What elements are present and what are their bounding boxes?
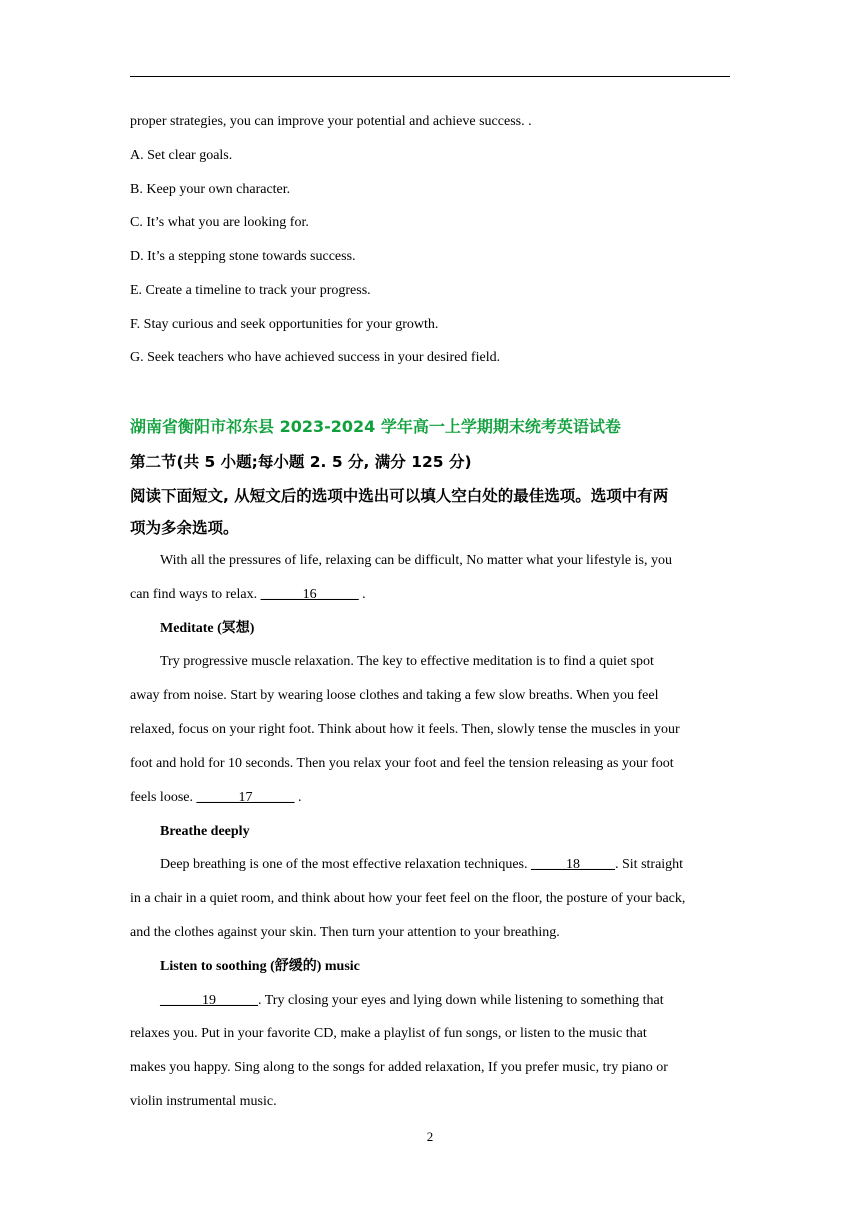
paragraph-1-line-3: relaxed, focus on your right foot. Think about how it feels. Then, slowly tense the muscles in your bbox=[130, 722, 680, 737]
paragraph-1-line-4: foot and hold for 10 seconds. Then you relax your foot and feel the tension releasing as your foot bbox=[130, 756, 674, 771]
blank-17: ______17______ bbox=[196, 790, 295, 805]
paragraph-3-line-1 bbox=[160, 992, 664, 1010]
passage-intro-line-2 bbox=[130, 586, 366, 604]
blank-16: ______16______ bbox=[260, 587, 359, 602]
intro-text: can find ways to relax. bbox=[130, 587, 261, 602]
option-f: F. Stay curious and seek opportunities for your growth. bbox=[130, 317, 439, 332]
heading-meditate: Meditate (冥想) bbox=[160, 621, 255, 636]
option-e: E. Create a timeline to track your progress. bbox=[130, 283, 371, 298]
paragraph-3-line-3: makes you happy. Sing along to the songs for added relaxation, If you prefer music, try piano or bbox=[130, 1060, 668, 1075]
option-d: D. It’s a stepping stone towards success. bbox=[130, 249, 356, 264]
paragraph-1-line-2: away from noise. Start by wearing loose clothes and taking a few slow breaths. When you feel bbox=[130, 688, 659, 703]
header-rule bbox=[130, 76, 730, 77]
instructions-line-1: 阅读下面短文, 从短文后的选项中选出可以填人空白处的最佳选项。选项中有两 bbox=[130, 487, 669, 505]
p1-end-text: feels loose. bbox=[130, 790, 197, 805]
continued-text: proper strategies, you can improve your potential and achieve success. . bbox=[130, 114, 532, 129]
paragraph-2-line-1 bbox=[160, 856, 683, 874]
section-header: 第二节(共 5 小题;每小题 2. 5 分, 满分 125 分) bbox=[130, 453, 472, 471]
p2-after-blank: . Sit straight bbox=[615, 857, 684, 872]
heading-music: Listen to soothing (舒缓的) music bbox=[160, 959, 360, 974]
passage-intro-line-1: With all the pressures of life, relaxing can be difficult, No matter what your lifestyle is, you bbox=[160, 553, 672, 568]
paragraph-2-line-2: in a chair in a quiet room, and think about how your feet feel on the floor, the posture of your back, bbox=[130, 891, 686, 906]
exam-title: 湖南省衡阳市祁东县 2023-2024 学年高一上学期期末统考英语试卷 bbox=[130, 417, 621, 436]
paragraph-3-line-2: relaxes you. Put in your favorite CD, make a playlist of fun songs, or listen to the music that bbox=[130, 1026, 647, 1041]
blank-18: _____18_____ bbox=[531, 857, 615, 872]
blank-16-end: . bbox=[358, 587, 366, 602]
paragraph-3-line-4: violin instrumental music. bbox=[130, 1094, 277, 1109]
heading-breathe: Breathe deeply bbox=[160, 824, 250, 839]
blank-17-end: . bbox=[294, 790, 302, 805]
blank-19: ______19______ bbox=[160, 993, 258, 1008]
instructions-line-2: 项为多余选项。 bbox=[130, 519, 239, 537]
option-a: A. Set clear goals. bbox=[130, 148, 233, 163]
p3-after-blank: . Try closing your eyes and lying down while listening to something that bbox=[258, 993, 664, 1008]
paragraph-1-line-1: Try progressive muscle relaxation. The key to effective meditation is to find a quiet spot bbox=[160, 654, 654, 669]
option-c: C. It’s what you are looking for. bbox=[130, 215, 309, 230]
page-number: 2 bbox=[426, 1129, 434, 1144]
option-b: B. Keep your own character. bbox=[130, 182, 291, 197]
paragraph-2-line-3: and the clothes against your skin. Then turn your attention to your breathing. bbox=[130, 925, 560, 940]
option-g: G. Seek teachers who have achieved success in your desired field. bbox=[130, 350, 501, 365]
p2-start-text: Deep breathing is one of the most effective relaxation techniques. bbox=[160, 857, 531, 872]
paragraph-1-line-5 bbox=[130, 789, 301, 807]
